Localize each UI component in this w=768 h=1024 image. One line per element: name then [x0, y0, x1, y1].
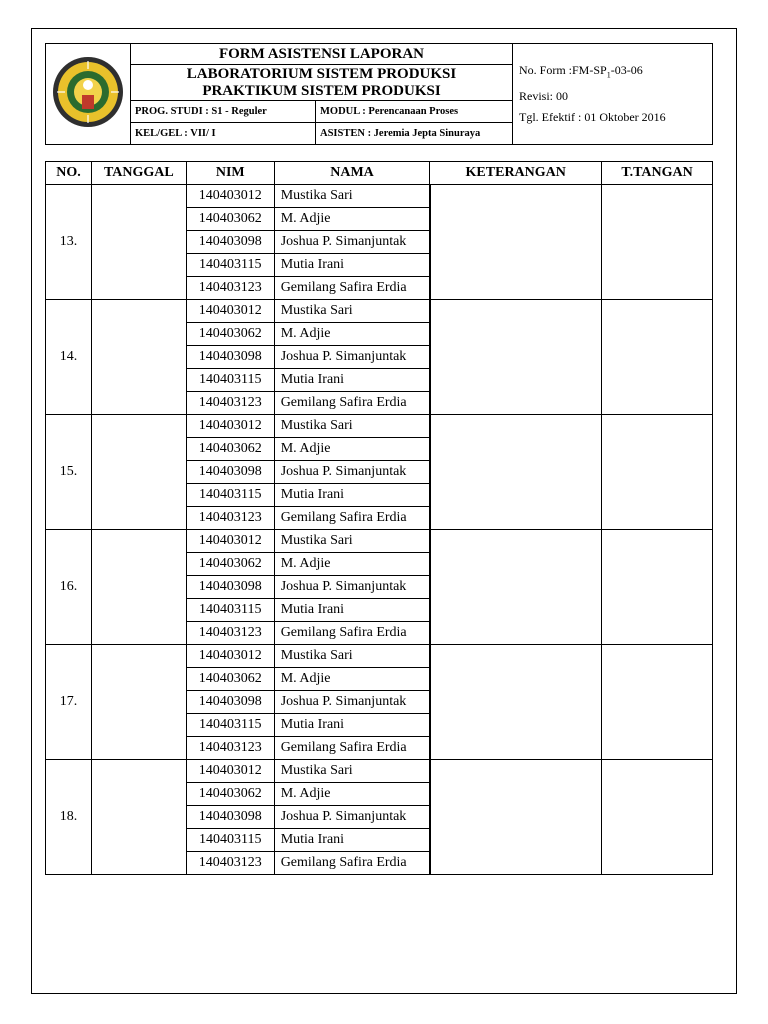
tanggal-cell[interactable]: [91, 185, 186, 300]
table-row: [46, 760, 713, 783]
nim-cell: 140403062: [186, 438, 274, 461]
no-form: No. Form $:FM-SP_1-03-06$: [519, 63, 643, 80]
group-number: 15.: [46, 415, 92, 530]
nim-cell: 140403123: [186, 392, 274, 415]
form-title: FORM ASISTENSI LAPORAN: [131, 44, 513, 65]
nama-cell: Gemilang Safira Erdia: [274, 392, 430, 415]
nim-cell: 140403115: [186, 599, 274, 622]
nama-cell: Joshua P. Simanjuntak: [274, 691, 430, 714]
nim-cell: 140403062: [186, 208, 274, 231]
nim-cell: 140403115: [186, 254, 274, 277]
nama-cell: M. Adjie: [274, 208, 430, 231]
keterangan-cell[interactable]: [430, 760, 602, 875]
form-header: [45, 43, 713, 145]
nama-cell: Gemilang Safira Erdia: [274, 622, 430, 645]
nama-cell: Mutia Irani: [274, 254, 430, 277]
group-number: 17.: [46, 645, 92, 760]
nim-cell: 140403123: [186, 507, 274, 530]
tanggal-cell[interactable]: [91, 300, 186, 415]
signature-cell[interactable]: [602, 645, 713, 760]
signature-cell[interactable]: [602, 760, 713, 875]
nim-cell: 140403123: [186, 622, 274, 645]
keterangan-cell[interactable]: [430, 185, 602, 300]
nim-cell: 140403123: [186, 852, 274, 875]
tanggal-cell[interactable]: [91, 645, 186, 760]
nama-cell: Gemilang Safira Erdia: [274, 737, 430, 760]
nama-cell: M. Adjie: [274, 553, 430, 576]
nim-cell: 140403098: [186, 691, 274, 714]
nama-cell: Mutia Irani: [274, 369, 430, 392]
group-number: 16.: [46, 530, 92, 645]
nama-cell: Mutia Irani: [274, 484, 430, 507]
asisten: ASISTEN : Jeremia Jepta Sinuraya: [316, 123, 513, 145]
nim-cell: 140403012: [186, 645, 274, 668]
nama-cell: Mustika Sari: [274, 760, 430, 783]
table-row: [46, 300, 713, 323]
nama-cell: Gemilang Safira Erdia: [274, 852, 430, 875]
table-header-row: [46, 162, 713, 185]
nim-cell: 140403062: [186, 668, 274, 691]
signature-cell[interactable]: [602, 185, 713, 300]
col-nama: NAMA: [274, 162, 430, 185]
nim-cell: 140403098: [186, 346, 274, 369]
nama-cell: M. Adjie: [274, 323, 430, 346]
nama-cell: Mustika Sari: [274, 530, 430, 553]
nim-cell: 140403098: [186, 576, 274, 599]
form-info: [513, 44, 713, 145]
nim-cell: 140403012: [186, 530, 274, 553]
group-number: 13.: [46, 185, 92, 300]
signature-cell[interactable]: [602, 415, 713, 530]
nama-cell: Joshua P. Simanjuntak: [274, 461, 430, 484]
table-row: [46, 645, 713, 668]
nim-cell: 140403098: [186, 231, 274, 254]
keterangan-cell[interactable]: [430, 300, 602, 415]
nim-cell: 140403012: [186, 760, 274, 783]
col-no: NO.: [46, 162, 92, 185]
nama-cell: Joshua P. Simanjuntak: [274, 806, 430, 829]
nama-cell: Mustika Sari: [274, 300, 430, 323]
tanggal-cell[interactable]: [91, 760, 186, 875]
table-row: [46, 530, 713, 553]
modul: MODUL : Perencanaan Proses: [316, 101, 513, 123]
table-row: [46, 185, 713, 208]
keterangan-cell[interactable]: [430, 645, 602, 760]
nim-cell: 140403012: [186, 415, 274, 438]
kel-gel: KEL/GEL : VII/ I: [131, 123, 316, 145]
nama-cell: Mutia Irani: [274, 829, 430, 852]
prog-studi: PROG. STUDI : S1 - Reguler: [131, 101, 316, 123]
university-logo-icon: [51, 55, 125, 129]
col-keterangan: KETERANGAN: [430, 162, 602, 185]
nama-cell: M. Adjie: [274, 783, 430, 806]
nama-cell: Mustika Sari: [274, 645, 430, 668]
nama-cell: Mutia Irani: [274, 714, 430, 737]
university-logo-cell: [46, 44, 131, 145]
revisi: Revisi: 00: [519, 88, 569, 103]
tanggal-cell[interactable]: [91, 530, 186, 645]
col-tanggal: TANGGAL: [91, 162, 186, 185]
nim-cell: 140403062: [186, 783, 274, 806]
lab-title: LABORATORIUM SISTEM PRODUKSI PRAKTIKUM SISTEM PRODUKSI: [131, 65, 513, 101]
nama-cell: Gemilang Safira Erdia: [274, 277, 430, 300]
table-row: [46, 415, 713, 438]
col-ttangan: T.TANGAN: [602, 162, 713, 185]
nama-cell: Mustika Sari: [274, 185, 430, 208]
group-number: 18.: [46, 760, 92, 875]
keterangan-cell[interactable]: [430, 530, 602, 645]
nama-cell: Mutia Irani: [274, 599, 430, 622]
signature-cell[interactable]: [602, 530, 713, 645]
tgl-efektif: Tgl. Efektif : 01 Oktober 2016: [519, 109, 666, 124]
nama-cell: M. Adjie: [274, 668, 430, 691]
keterangan-cell[interactable]: [430, 415, 602, 530]
nim-cell: 140403115: [186, 829, 274, 852]
nama-cell: Joshua P. Simanjuntak: [274, 231, 430, 254]
nim-cell: 140403123: [186, 277, 274, 300]
asistensi-table: [45, 161, 713, 875]
nim-cell: 140403062: [186, 323, 274, 346]
nim-cell: 140403012: [186, 300, 274, 323]
nim-cell: 140403098: [186, 806, 274, 829]
tanggal-cell[interactable]: [91, 415, 186, 530]
nama-cell: Mustika Sari: [274, 415, 430, 438]
nama-cell: M. Adjie: [274, 438, 430, 461]
nama-cell: Joshua P. Simanjuntak: [274, 576, 430, 599]
nim-cell: 140403062: [186, 553, 274, 576]
nama-cell: Joshua P. Simanjuntak: [274, 346, 430, 369]
nim-cell: 140403123: [186, 737, 274, 760]
nim-cell: 140403098: [186, 461, 274, 484]
col-nim: NIM: [186, 162, 274, 185]
nama-cell: Gemilang Safira Erdia: [274, 507, 430, 530]
nim-cell: 140403012: [186, 185, 274, 208]
nim-cell: 140403115: [186, 369, 274, 392]
nim-cell: 140403115: [186, 484, 274, 507]
nim-cell: 140403115: [186, 714, 274, 737]
group-number: 14.: [46, 300, 92, 415]
signature-cell[interactable]: [602, 300, 713, 415]
